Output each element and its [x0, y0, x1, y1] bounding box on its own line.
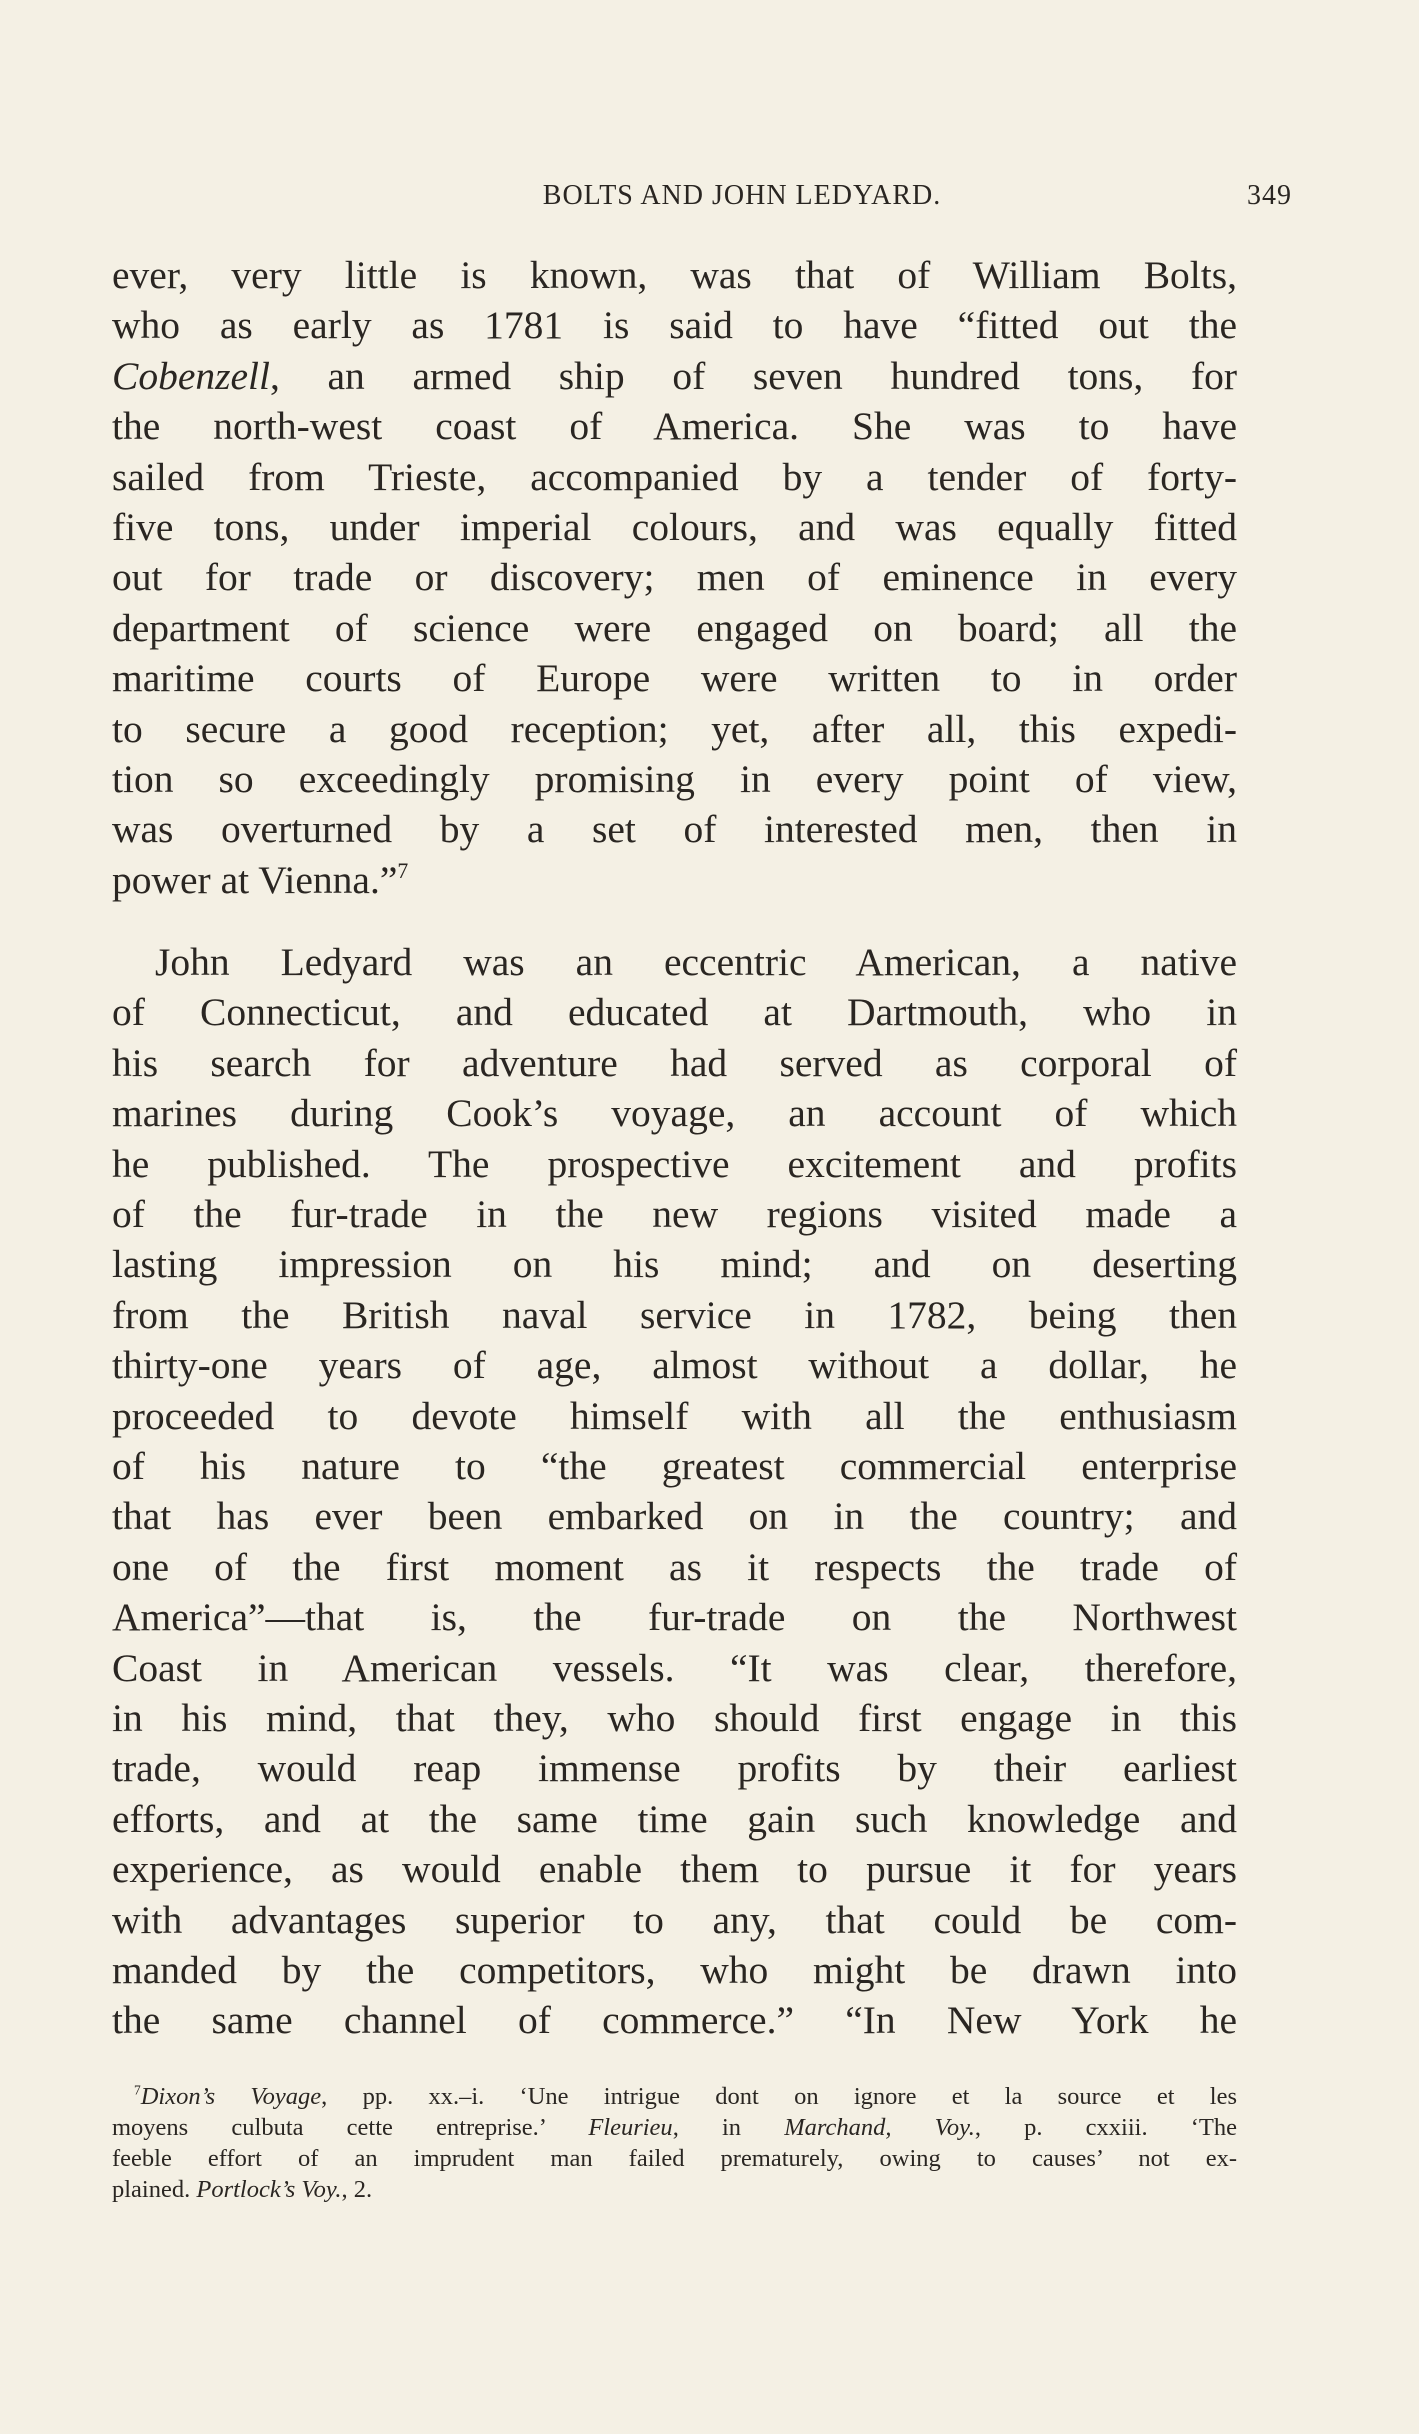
text-line: thirty-one years of age, almost without a dollar, he [112, 1343, 1237, 1388]
text-line: of Connecticut, and educated at Dartmouth, who in [112, 990, 1237, 1035]
footnote-citation: Fleurieu [588, 2114, 673, 2141]
footnote-text: , 2. [341, 2176, 373, 2203]
text-fragment: power at Vienna.” [112, 857, 398, 902]
footnote-marker: 7 [134, 2082, 141, 2098]
footnote-text: , in [672, 2114, 785, 2141]
footnote-line [112, 2081, 1237, 2112]
text-line: who as early as 1781 is said to have “fitted out the [112, 303, 1237, 348]
footnotes [112, 2081, 1237, 2205]
paragraph-bolts [112, 250, 1237, 905]
text-line [112, 351, 1237, 401]
text-line: manded by the competitors, who might be drawn into [112, 1947, 1237, 1992]
text-line: his search for adventure had served as corporal of [112, 1040, 1237, 1085]
footnote-text: , p. cxxiii. ‘The [974, 2114, 1238, 2141]
text-line: from the British naval service in 1782, being then [112, 1292, 1237, 1337]
text-line: that has ever been embarked on in the country; and [112, 1494, 1237, 1539]
footnote-citation: Dixon’s Voyage [140, 2083, 322, 2110]
footnote-line [112, 2174, 1237, 2205]
footnote-text: plained. [112, 2176, 197, 2203]
footnote-text: moyens culbuta cette entreprise.’ [112, 2114, 589, 2141]
text-line: America”—that is, the fur-trade on the Northwest [112, 1595, 1237, 1640]
text-line: was overturned by a set of interested men, then in [112, 807, 1237, 852]
text-line: in his mind, that they, who should first engage in this [112, 1695, 1237, 1740]
page-number: 349 [1247, 180, 1292, 211]
text-line: he published. The prospective excitement and profits [112, 1141, 1237, 1186]
text-line: marines during Cook’s voyage, an account of which [112, 1091, 1237, 1136]
text-fragment: , an armed ship of seven hundred tons, for [269, 353, 1237, 398]
running-head [112, 180, 1292, 220]
text-line: trade, would reap immense profits by their earliest [112, 1746, 1237, 1791]
text-line: with advantages superior to any, that could be com- [112, 1897, 1237, 1942]
text-line: ever, very little is known, was that of William Bolts, [112, 253, 1237, 297]
text-line: the north-west coast of America. She was to have [112, 404, 1237, 449]
text-line: sailed from Trieste, accompanied by a tender of forty- [112, 454, 1237, 499]
footnote-citation: Marchand, Voy. [784, 2114, 975, 2141]
text-line: proceeded to devote himself with all the enthusiasm [112, 1393, 1237, 1438]
text-line: maritime courts of Europe were written to in order [112, 656, 1237, 701]
text-line: one of the first moment as it respects the trade of [112, 1544, 1237, 1589]
text-line: tion so exceedingly promising in every point of view, [112, 756, 1237, 801]
footnote-citation: Portlock’s Voy. [196, 2176, 342, 2203]
text-line: of his nature to “the greatest commercial enterprise [112, 1443, 1237, 1488]
text-line: of the fur-trade in the new regions visited made a [112, 1192, 1237, 1237]
text-line: out for trade or discovery; men of eminence in every [112, 555, 1237, 600]
footnote-reference: 7 [397, 858, 409, 883]
body-text [112, 250, 1237, 2046]
text-line: five tons, under imperial colours, and was equally fitted [112, 504, 1237, 549]
text-line: department of science were engaged on board; all the [112, 605, 1237, 650]
text-line [112, 855, 1237, 905]
text-line: to secure a good reception; yet, after all, this expedi- [112, 706, 1237, 751]
text-line: experience, as would enable them to pursue it for years [112, 1847, 1237, 1892]
text-line: the same channel of commerce.” “In New York he [112, 1998, 1237, 2043]
footnote-text: , pp. xx.–i. ‘Une intrigue dont on ignore et la source et les [321, 2083, 1237, 2110]
text-line: lasting impression on his mind; and on deserting [112, 1242, 1237, 1287]
text-line: John Ledyard was an eccentric American, a native [155, 940, 1237, 985]
paragraph-ledyard [112, 937, 1237, 2046]
running-title: BOLTS AND JOHN LEDYARD. [542, 180, 942, 211]
text-line: efforts, and at the same time gain such knowledge and [112, 1796, 1237, 1841]
paragraph-gap [112, 905, 1237, 937]
footnote-line: feeble effort of an imprudent man failed prematurely, owing to causes’ not ex- [112, 2145, 1237, 2172]
ship-name-cobenzell: Cobenzell [112, 353, 270, 398]
footnote-line [112, 2112, 1237, 2143]
text-line: Coast in American vessels. “It was clear, therefore, [112, 1645, 1237, 1690]
